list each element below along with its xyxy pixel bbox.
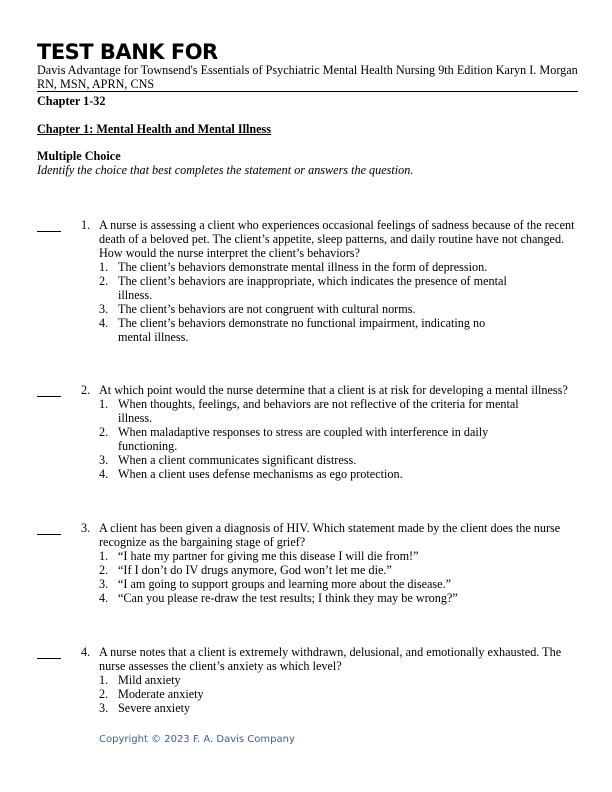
header-divider xyxy=(37,91,578,92)
section-heading: Multiple Choice xyxy=(37,149,121,163)
answer-option: 1. “I hate my partner for giving me this disease I will die from!” xyxy=(99,549,419,563)
answer-option: 3. When a client communicates significant distress. xyxy=(99,453,357,467)
answer-option: 2. When maladaptive responses to stress are coupled with interference in daily functioning. xyxy=(99,425,489,453)
answer-option: 3. Severe anxiety xyxy=(99,701,191,715)
answer-option: 4. The client’s behaviors demonstrate no functional impairment, indicating no mental illness. xyxy=(99,316,486,344)
answer-options xyxy=(99,549,519,605)
answer-option: 4. When a client uses defense mechanisms as ego protection. xyxy=(99,467,403,481)
answer-blank xyxy=(37,521,61,535)
instructions-text: Identify the choice that best completes the statement or answers the question. xyxy=(37,163,414,177)
chapter-range: Chapter 1-32 xyxy=(37,94,106,108)
question-stem: A nurse is assessing a client who experiences occasional feelings of sadness because of the recent death of a beloved pet. The client’s appetite, sleep patterns, and daily routine have not changed. How would the nurse interpret the client’s behaviors? xyxy=(99,218,575,260)
answer-option: 1. When thoughts, feelings, and behaviors are not reflective of the criteria for mental illness. xyxy=(99,397,519,425)
question-stem: At which point would the nurse determine that a client is at risk for developing a mental illness? xyxy=(99,383,568,397)
question-number: 1. xyxy=(81,218,91,232)
answer-blank xyxy=(37,218,61,232)
answer-option: 2. Moderate anxiety xyxy=(99,687,204,701)
answer-option: 2. The client’s behaviors are inappropriate, which indicates the presence of mental illness. xyxy=(99,274,507,302)
copyright-footer: Copyright © 2023 F. A. Davis Company xyxy=(99,734,295,745)
question-number: 2. xyxy=(81,383,91,397)
answer-option: 1. The client’s behaviors demonstrate mental illness in the form of depression. xyxy=(99,260,488,274)
answer-options xyxy=(99,260,519,344)
question-number: 4. xyxy=(81,645,91,659)
question-stem: A client has been given a diagnosis of HIV. Which statement made by the client does the nurse recognize as the bargaining stage of grief? xyxy=(99,521,561,549)
book-subtitle: Davis Advantage for Townsend's Essentials of Psychiatric Mental Health Nursing 9th Edition Karyn I. Morgan RN, MSN, APRN, CNS xyxy=(37,63,578,91)
answer-options xyxy=(99,397,519,481)
answer-option: 3. The client’s behaviors are not congruent with cultural norms. xyxy=(99,302,416,316)
answer-option: 2. “If I don’t do IV drugs anymore, God won’t let me die.” xyxy=(99,563,392,577)
answer-option: 1. Mild anxiety xyxy=(99,673,181,687)
chapter-heading: Chapter 1: Mental Health and Mental Illness xyxy=(37,122,272,136)
answer-blank xyxy=(37,645,61,659)
answer-option: 4. “Can you please re-draw the test results; I think they may be wrong?” xyxy=(99,591,458,605)
answer-blank xyxy=(37,383,61,397)
answer-options xyxy=(99,673,519,715)
document-title: TEST BANK FOR xyxy=(37,40,218,64)
question-stem: A nurse notes that a client is extremely withdrawn, delusional, and emotionally exhausted. The nurse assesses the client’s anxiety as which level? xyxy=(99,645,562,673)
question-number: 3. xyxy=(81,521,91,535)
answer-option: 3. “I am going to support groups and learning more about the disease.” xyxy=(99,577,452,591)
